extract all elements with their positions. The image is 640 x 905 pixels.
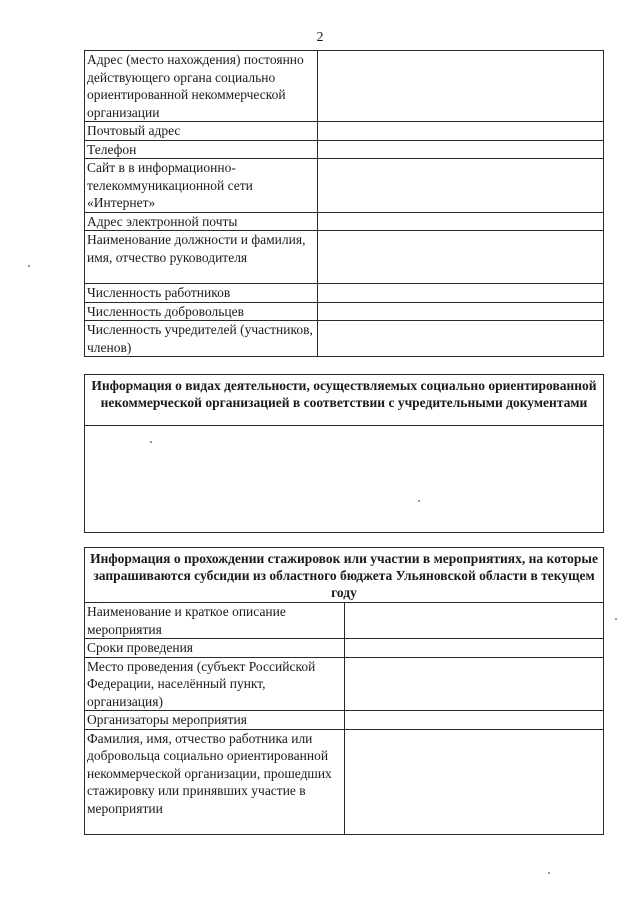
scan-speck	[28, 265, 30, 267]
row-label-director: Наименование должности и фамилия, имя, отчество руководителя	[85, 231, 318, 284]
page-number: 2	[316, 30, 324, 45]
row-value-venue	[344, 657, 604, 711]
row-value-website	[318, 159, 604, 213]
row-value-participant	[344, 729, 604, 834]
row-label-event-name: Наименование и краткое описание мероприятия	[85, 603, 345, 639]
row-value-dates	[344, 639, 604, 658]
row-value-address	[318, 51, 604, 122]
row-value-phone	[318, 140, 604, 159]
table-header-row	[85, 375, 604, 426]
row-value-postal-address	[318, 122, 604, 141]
table-row	[85, 321, 604, 357]
table-row	[85, 284, 604, 303]
row-label-venue: Место проведения (субъект Российской Федерации, населённый пункт, организация)	[85, 657, 345, 711]
table-row	[85, 122, 604, 141]
table-row	[85, 711, 604, 730]
row-label-volunteers: Численность добровольцев	[85, 302, 318, 321]
row-label-email: Адрес электронной почты	[85, 212, 318, 231]
internship-info-table	[84, 547, 604, 835]
row-value-founders	[318, 321, 604, 357]
scan-speck	[548, 872, 550, 874]
row-label-founders: Численность учредителей (участников, членов)	[85, 321, 318, 357]
row-label-participant: Фамилия, имя, отчество работника или добровольца социально ориентированной некоммерческой организации, прошедших стажировку или принявших участие в мероприятии	[85, 729, 345, 834]
table-row	[85, 603, 604, 639]
internship-table-header: Информация о прохождении стажировок или участии в мероприятиях, на которые запрашиваются субсидии из областного бюджета Ульяновской области в текущем году	[85, 548, 604, 603]
table-row	[85, 302, 604, 321]
table-row	[85, 51, 604, 122]
activity-table-header: Информация о видах деятельности, осуществляемых социально ориентированной некоммерческой организацией в соответствии с учредительными документами	[85, 375, 604, 426]
row-label-dates: Сроки проведения	[85, 639, 345, 658]
table-row	[85, 159, 604, 213]
table-row	[85, 140, 604, 159]
table-row	[85, 657, 604, 711]
table-row	[85, 426, 604, 533]
row-value-volunteers	[318, 302, 604, 321]
table-header-row	[85, 548, 604, 603]
row-label-phone: Телефон	[85, 140, 318, 159]
table-row	[85, 729, 604, 834]
activity-info-table	[84, 374, 604, 533]
row-label-organizers: Организаторы мероприятия	[85, 711, 345, 730]
organization-info-table	[84, 50, 604, 357]
row-label-postal-address: Почтовый адрес	[85, 122, 318, 141]
row-value-director	[318, 231, 604, 284]
row-value-employees	[318, 284, 604, 303]
row-value-event-name	[344, 603, 604, 639]
row-value-organizers	[344, 711, 604, 730]
row-label-address: Адрес (место нахождения) постоянно действующего органа социально ориентированной некоммерческой организации	[85, 51, 318, 122]
scan-speck	[150, 441, 152, 443]
row-value-email	[318, 212, 604, 231]
table-row	[85, 212, 604, 231]
table-row	[85, 639, 604, 658]
scan-speck	[418, 500, 420, 502]
activity-table-body	[85, 426, 604, 533]
row-label-website: Сайт в в информационно-телекоммуникационной сети «Интернет»	[85, 159, 318, 213]
row-label-employees: Численность работников	[85, 284, 318, 303]
scan-speck	[615, 618, 617, 620]
table-row	[85, 231, 604, 284]
